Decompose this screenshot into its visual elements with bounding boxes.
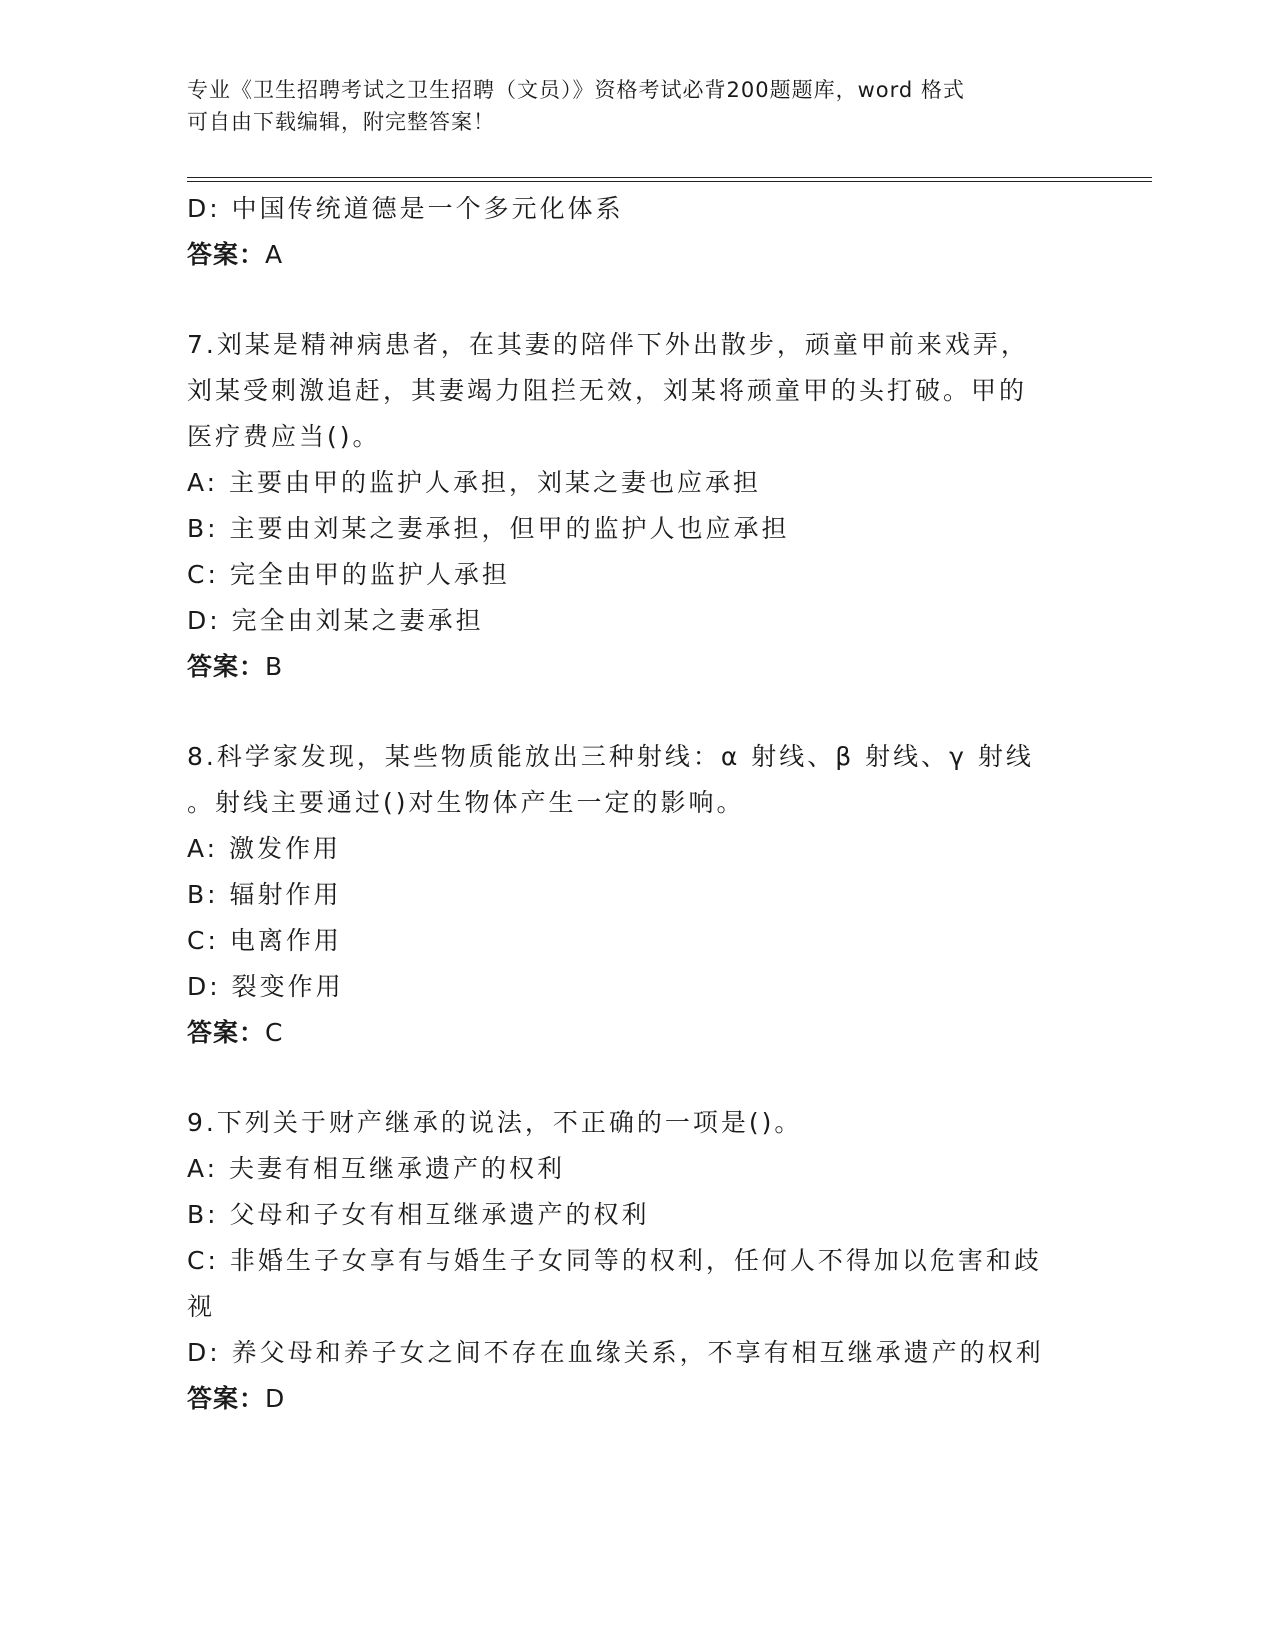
answer-label: 答案： bbox=[187, 652, 266, 681]
question-stem bbox=[187, 322, 1087, 460]
option-a: A: 主要由甲的监护人承担，刘某之妻也应承担 bbox=[187, 468, 762, 497]
option-d: D: 养父母和养子女之间不存在血缘关系，不享有相互继承遗产的权利 bbox=[187, 1338, 1044, 1367]
document-body bbox=[187, 186, 1087, 1422]
spacer bbox=[187, 690, 1087, 734]
stem-line: 医疗费应当()。 bbox=[187, 422, 381, 451]
option-c: C: 完全由甲的监护人承担 bbox=[187, 560, 510, 589]
question-9 bbox=[187, 1100, 1087, 1422]
header-double-rule bbox=[187, 177, 1152, 182]
option-d: D: 裂变作用 bbox=[187, 972, 344, 1001]
question-stem bbox=[187, 734, 1087, 826]
spacer bbox=[187, 278, 1087, 322]
answer-value: C bbox=[265, 1018, 284, 1047]
option-b: B: 辐射作用 bbox=[187, 880, 342, 909]
option-a: A: 夫妻有相互继承遗产的权利 bbox=[187, 1154, 566, 1183]
option-c: C: 电离作用 bbox=[187, 926, 342, 955]
question-7 bbox=[187, 322, 1087, 690]
answer-value: D bbox=[265, 1384, 286, 1413]
spacer bbox=[187, 1056, 1087, 1100]
answer-label: 答案： bbox=[187, 1384, 266, 1413]
answer-value: B bbox=[265, 652, 284, 681]
question-answer bbox=[187, 1010, 1087, 1056]
option-d: D: 完全由刘某之妻承担 bbox=[187, 606, 484, 635]
document-header bbox=[187, 74, 1067, 138]
stem-line: 刘某受刺激追赶，其妻竭力阻拦无效，刘某将顽童甲的头打破。甲的 bbox=[187, 376, 1028, 405]
option-b: B: 主要由刘某之妻承担，但甲的监护人也应承担 bbox=[187, 514, 790, 543]
option-c: C: 非婚生子女享有与婚生子女同等的权利，任何人不得加以危害和歧 视 bbox=[187, 1246, 1042, 1321]
question-8 bbox=[187, 734, 1087, 1056]
answer-label: 答案： bbox=[187, 1018, 266, 1047]
option-b: B: 父母和子女有相互继承遗产的权利 bbox=[187, 1200, 650, 1229]
stem-line: 。射线主要通过()对生物体产生一定的影响。 bbox=[187, 788, 745, 817]
stem-line: 7.刘某是精神病患者，在其妻的陪伴下外出散步，顽童甲前来戏弄， bbox=[187, 330, 1029, 359]
header-line-2: 可自由下载编辑，附完整答案！ bbox=[187, 110, 495, 134]
header-line-1: 专业《卫生招聘考试之卫生招聘（文员）》资格考试必背200题题库，word 格式 bbox=[187, 78, 965, 102]
stem-line: 8.科学家发现，某些物质能放出三种射线：α 射线、β 射线、γ 射线 bbox=[187, 742, 1034, 771]
stem-line: 9.下列关于财产继承的说法，不正确的一项是()。 bbox=[187, 1108, 803, 1137]
previous-question-option-d: D: 中国传统道德是一个多元化体系 bbox=[187, 194, 624, 223]
question-answer bbox=[187, 1376, 1087, 1422]
previous-question-answer bbox=[187, 232, 1087, 278]
answer-label: 答案： bbox=[187, 240, 266, 269]
question-answer bbox=[187, 644, 1087, 690]
answer-value: A bbox=[265, 240, 284, 269]
option-a: A: 激发作用 bbox=[187, 834, 342, 863]
question-stem bbox=[187, 1100, 1087, 1146]
